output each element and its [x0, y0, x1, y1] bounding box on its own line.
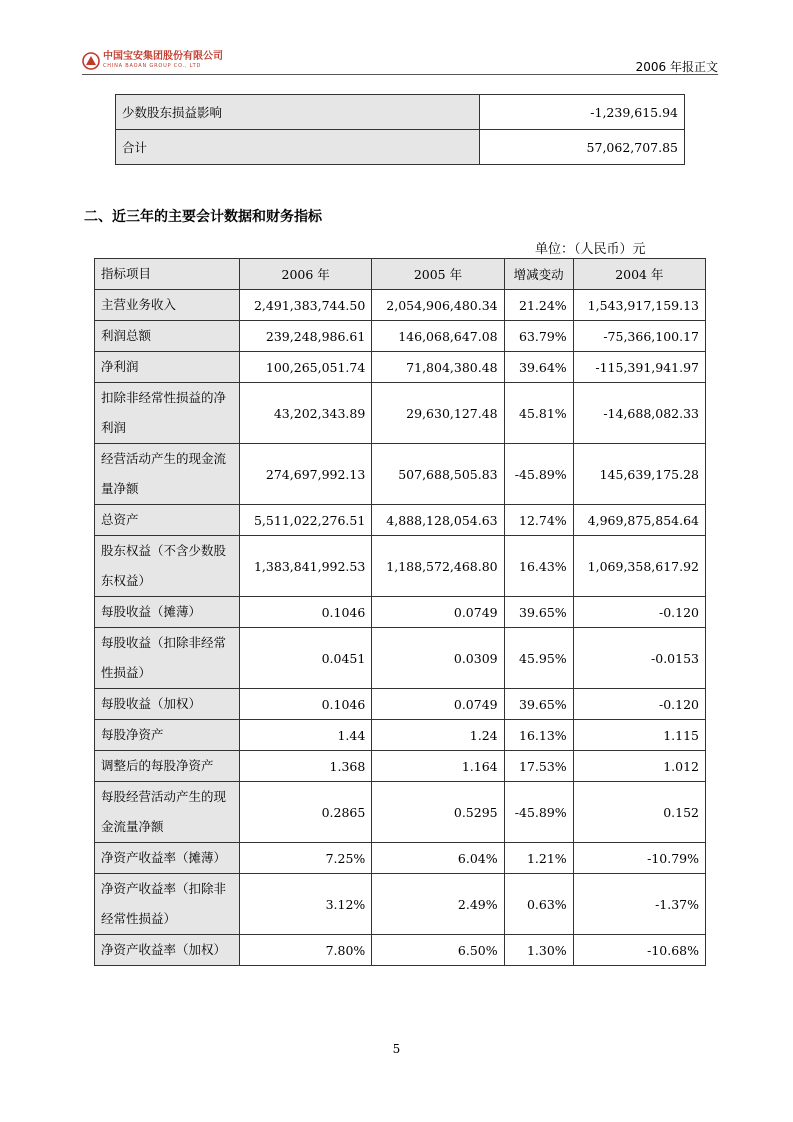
row-label: 股东权益（不含少数股东权益）	[95, 536, 240, 597]
value-2006: 1,383,841,992.53	[240, 536, 372, 597]
value-change: 21.24%	[504, 290, 573, 321]
logo-company-cn: 中国宝安集团股份有限公司	[103, 51, 223, 62]
table-row	[95, 782, 706, 843]
value-change: 63.79%	[504, 321, 573, 352]
value-2005: 0.0309	[372, 628, 504, 689]
logo-icon	[82, 52, 100, 70]
company-logo	[82, 52, 223, 72]
row-label: 净资产收益率（加权）	[95, 935, 240, 966]
value-change: 45.81%	[504, 383, 573, 444]
row-label: 扣除非经常性损益的净利润	[95, 383, 240, 444]
table-row	[95, 689, 706, 720]
row-label: 少数股东损益影响	[116, 95, 480, 130]
value-2006: 2,491,383,744.50	[240, 290, 372, 321]
table-row	[95, 321, 706, 352]
value-2005: 0.0749	[372, 597, 504, 628]
value-2005: 507,688,505.83	[372, 444, 504, 505]
row-label: 净资产收益率（摊薄）	[95, 843, 240, 874]
table-row	[95, 628, 706, 689]
value-2005: 4,888,128,054.63	[372, 505, 504, 536]
row-label: 经营活动产生的现金流量净额	[95, 444, 240, 505]
value-2006: 0.0451	[240, 628, 372, 689]
financial-indicators-table	[94, 258, 706, 966]
table-row	[116, 95, 685, 130]
value-2005: 29,630,127.48	[372, 383, 504, 444]
value-change: 39.65%	[504, 689, 573, 720]
value-2006: 5,511,022,276.51	[240, 505, 372, 536]
table-row	[95, 720, 706, 751]
value-2004: -0.0153	[573, 628, 705, 689]
value-2005: 0.0749	[372, 689, 504, 720]
value-2004: -0.120	[573, 689, 705, 720]
value-change: -45.89%	[504, 782, 573, 843]
value-2005: 1.164	[372, 751, 504, 782]
value-2004: -10.68%	[573, 935, 705, 966]
value-2005: 2.49%	[372, 874, 504, 935]
value-2005: 6.04%	[372, 843, 504, 874]
table-row	[116, 130, 685, 165]
table-row	[95, 290, 706, 321]
row-label: 每股净资产	[95, 720, 240, 751]
value-2006: 3.12%	[240, 874, 372, 935]
value-change: 39.65%	[504, 597, 573, 628]
value-2004: -14,688,082.33	[573, 383, 705, 444]
header-2004: 2004 年	[573, 259, 705, 290]
row-label: 利润总额	[95, 321, 240, 352]
section-title: 二、近三年的主要会计数据和财务指标	[84, 209, 322, 225]
row-value: -1,239,615.94	[480, 95, 685, 130]
row-label: 净资产收益率（扣除非经常性损益）	[95, 874, 240, 935]
table-row	[95, 444, 706, 505]
value-2004: 1,069,358,617.92	[573, 536, 705, 597]
value-2004: -10.79%	[573, 843, 705, 874]
value-2006: 274,697,992.13	[240, 444, 372, 505]
value-2004: -75,366,100.17	[573, 321, 705, 352]
unit-label: 单位：（人民币）元	[535, 242, 646, 257]
value-2006: 0.2865	[240, 782, 372, 843]
logo-company-en: CHINA BAOAN GROUP CO., LTD	[103, 63, 202, 69]
value-change: 12.74%	[504, 505, 573, 536]
value-2005: 2,054,906,480.34	[372, 290, 504, 321]
row-label: 合计	[116, 130, 480, 165]
value-2004: 1,543,917,159.13	[573, 290, 705, 321]
report-label: 2006 年报正文	[635, 60, 718, 74]
header-item: 指标项目	[95, 259, 240, 290]
table-row	[95, 751, 706, 782]
value-2005: 0.5295	[372, 782, 504, 843]
row-label: 调整后的每股净资产	[95, 751, 240, 782]
value-2005: 71,804,380.48	[372, 352, 504, 383]
value-2006: 0.1046	[240, 689, 372, 720]
row-label: 主营业务收入	[95, 290, 240, 321]
table-row	[95, 935, 706, 966]
row-label: 每股收益（加权）	[95, 689, 240, 720]
header-change: 增减变动	[504, 259, 573, 290]
row-label: 净利润	[95, 352, 240, 383]
value-change: 17.53%	[504, 751, 573, 782]
value-2004: 1.012	[573, 751, 705, 782]
value-2004: 4,969,875,854.64	[573, 505, 705, 536]
value-2006: 0.1046	[240, 597, 372, 628]
value-change: 16.13%	[504, 720, 573, 751]
value-2005: 146,068,647.08	[372, 321, 504, 352]
row-label: 每股收益（扣除非经常性损益）	[95, 628, 240, 689]
row-label: 总资产	[95, 505, 240, 536]
header-2005: 2005 年	[372, 259, 504, 290]
value-change: 1.30%	[504, 935, 573, 966]
value-2005: 1,188,572,468.80	[372, 536, 504, 597]
row-value: 57,062,707.85	[480, 130, 685, 165]
table-header-row	[95, 259, 706, 290]
value-change: 39.64%	[504, 352, 573, 383]
value-change: -45.89%	[504, 444, 573, 505]
value-2004: -115,391,941.97	[573, 352, 705, 383]
value-2004: 145,639,175.28	[573, 444, 705, 505]
table-row	[95, 352, 706, 383]
table-row	[95, 383, 706, 444]
value-2006: 7.80%	[240, 935, 372, 966]
value-2006: 1.368	[240, 751, 372, 782]
value-2006: 1.44	[240, 720, 372, 751]
table-row	[95, 874, 706, 935]
value-2006: 7.25%	[240, 843, 372, 874]
page-number: 5	[392, 1042, 401, 1056]
value-change: 0.63%	[504, 874, 573, 935]
table-row	[95, 536, 706, 597]
value-2004: -0.120	[573, 597, 705, 628]
summary-table	[115, 94, 685, 165]
row-label: 每股经营活动产生的现金流量净额	[95, 782, 240, 843]
value-change: 1.21%	[504, 843, 573, 874]
table-row	[95, 843, 706, 874]
value-change: 16.43%	[504, 536, 573, 597]
table-row	[95, 505, 706, 536]
value-2004: -1.37%	[573, 874, 705, 935]
value-2006: 239,248,986.61	[240, 321, 372, 352]
header-2006: 2006 年	[240, 259, 372, 290]
value-change: 45.95%	[504, 628, 573, 689]
value-2004: 0.152	[573, 782, 705, 843]
value-2005: 1.24	[372, 720, 504, 751]
value-2004: 1.115	[573, 720, 705, 751]
row-label: 每股收益（摊薄）	[95, 597, 240, 628]
table-row	[95, 597, 706, 628]
page-header	[82, 52, 718, 75]
value-2006: 43,202,343.89	[240, 383, 372, 444]
value-2005: 6.50%	[372, 935, 504, 966]
value-2006: 100,265,051.74	[240, 352, 372, 383]
